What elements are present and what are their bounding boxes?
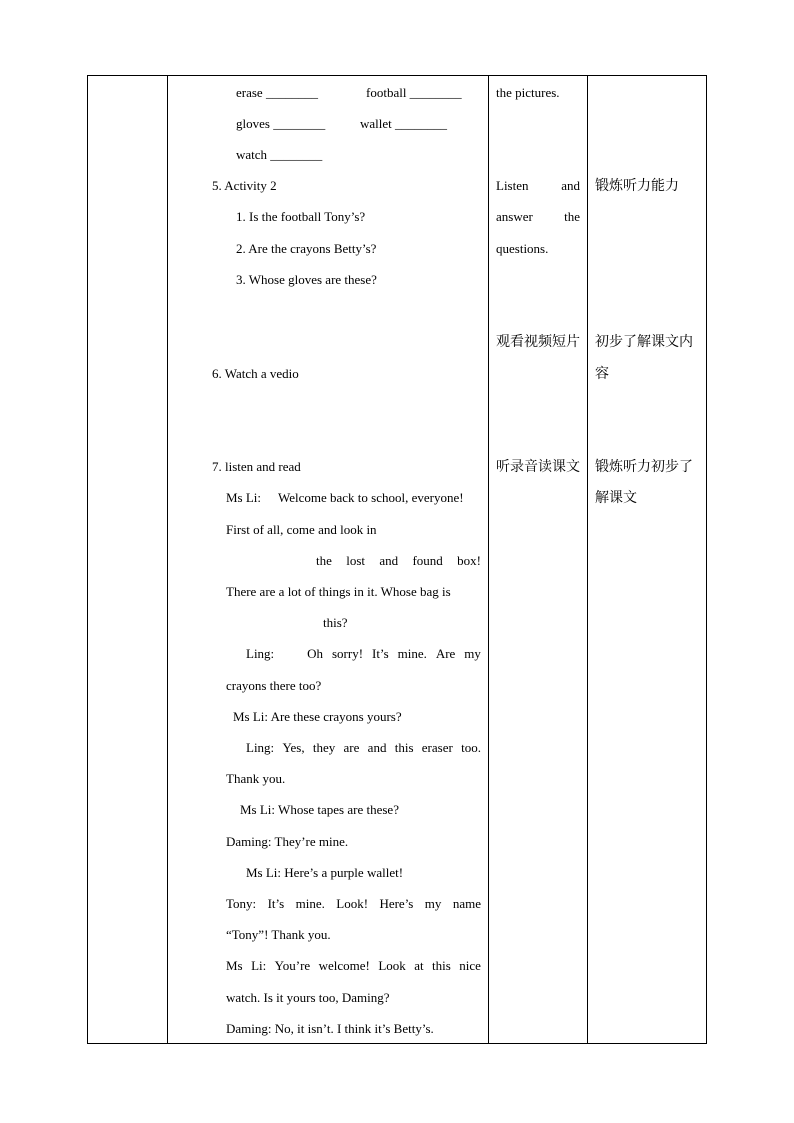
- dialogue-line: Ms Li: Are these crayons yours?: [233, 709, 402, 724]
- dialogue-line: Ms Li: You’re welcome! Look at this nice: [226, 958, 481, 973]
- method-recording: 听录音读课文: [496, 459, 580, 475]
- table-border-right: [706, 75, 707, 1044]
- dialogue-line: Thank you.: [226, 771, 286, 786]
- method-listen-line: questions.: [496, 241, 549, 256]
- activity2-question-2: 2. Are the crayons Betty’s?: [236, 241, 377, 256]
- vocab-watch: watch ________: [236, 147, 323, 162]
- purpose-read: 锻炼听力初步了: [595, 459, 693, 475]
- dialogue-line: Welcome back to school, everyone!: [278, 490, 464, 505]
- dialogue-line: Daming: They’re mine.: [226, 834, 349, 849]
- dialogue-line: There are a lot of things in it. Whose bag is: [226, 584, 451, 599]
- dialogue-line: Ms Li: Here’s a purple wallet!: [246, 865, 404, 880]
- dialogue-line: Tony: It’s mine. Look! Here’s my name: [226, 896, 481, 911]
- purpose-read: 解课文: [595, 490, 637, 506]
- table-border-top: [87, 75, 707, 76]
- dialogue-line: crayons there too?: [226, 678, 322, 693]
- method-pictures: the pictures.: [496, 85, 560, 100]
- dialogue-line: First of all, come and look in: [226, 522, 377, 537]
- dialogue-line: watch. Is it yours too, Daming?: [226, 990, 390, 1005]
- vocab-football: football ________: [366, 85, 462, 100]
- purpose-understand: 初步了解课文内: [595, 334, 693, 350]
- method-video: 观看视频短片: [496, 334, 580, 350]
- activity2-question-1: 1. Is the football Tony’s?: [236, 209, 366, 224]
- vocab-erase: erase ________: [236, 85, 318, 100]
- dialogue-line: Ling: Yes, they are and this eraser too.: [246, 740, 481, 755]
- dialogue-line: Daming: No, it isn’t. I think it’s Betty’s.: [226, 1021, 434, 1036]
- method-listen-line: answer the: [496, 209, 580, 224]
- vocab-wallet: wallet ________: [360, 116, 448, 131]
- step7-heading: 7. listen and read: [212, 459, 301, 474]
- activity2-question-3: 3. Whose gloves are these?: [236, 272, 377, 287]
- table-divider-3: [587, 75, 588, 1044]
- purpose-understand: 容: [595, 366, 609, 382]
- table-divider-2: [488, 75, 489, 1044]
- table-divider-1: [167, 75, 168, 1044]
- dialogue-speaker: Ms Li:: [226, 490, 262, 505]
- method-listen-line: Listen and: [496, 178, 580, 193]
- table-border-left: [87, 75, 88, 1044]
- dialogue-line: this?: [323, 615, 348, 630]
- vocab-gloves: gloves ________: [236, 116, 326, 131]
- activity2-heading: 5. Activity 2: [212, 178, 277, 193]
- dialogue-line: Ling: Oh sorry! It’s mine. Are my: [246, 646, 481, 661]
- dialogue-line: the lost and found box!: [316, 553, 481, 568]
- step6-heading: 6. Watch a vedio: [212, 366, 299, 381]
- dialogue-line: “Tony”! Thank you.: [226, 927, 331, 942]
- table-border-bottom: [87, 1043, 707, 1044]
- dialogue-line: Ms Li: Whose tapes are these?: [240, 802, 399, 817]
- purpose-listening: 锻炼听力能力: [595, 178, 679, 194]
